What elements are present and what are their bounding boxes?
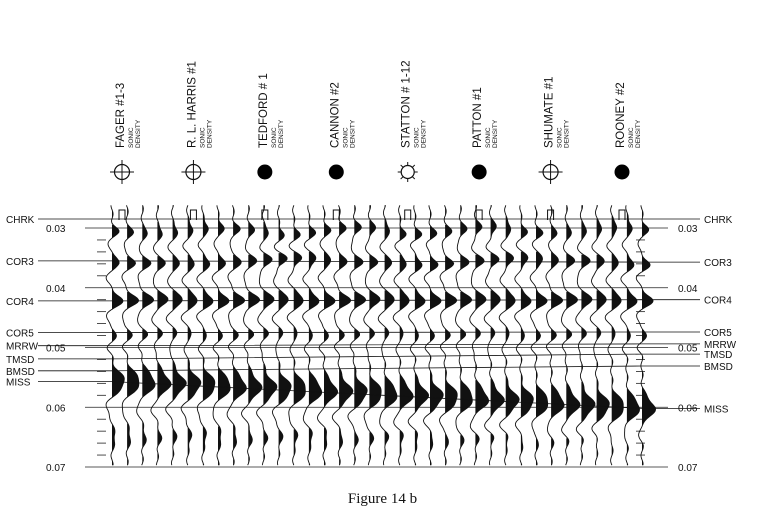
trace-fill (203, 213, 215, 465)
gas-show-ray (412, 177, 414, 179)
trace-fill (536, 211, 548, 465)
trace-fill (339, 208, 353, 465)
trace-fill (612, 216, 624, 456)
horizon-label-right: TMSD (704, 350, 733, 362)
time-label-right: 0.04 (678, 283, 698, 295)
well-log-density: DENSITY (206, 119, 214, 148)
horizon-label-left: COR4 (6, 296, 34, 308)
well-log-sonic: SONIC (485, 127, 493, 148)
time-label-right: 0.03 (678, 224, 698, 235)
trace-fill (430, 211, 443, 465)
well-header (472, 87, 500, 220)
well-header (398, 60, 428, 220)
well-name: SHUMATE #1 (543, 76, 556, 148)
time-label-right: 0.07 (678, 463, 698, 474)
seismic-trace (408, 205, 428, 465)
time-label-left: 0.05 (46, 343, 66, 355)
well-name: FAGER #1-3 (115, 82, 127, 148)
well-log-density: DENSITY (277, 119, 285, 148)
oil-well-icon (472, 165, 487, 180)
time-label-left: 0.03 (46, 224, 66, 235)
horizon-label-left: COR3 (6, 256, 34, 268)
horizon-label-left: BMSD (6, 366, 35, 378)
horizon-label-right: MRRW (704, 339, 737, 351)
well-stem-marker (119, 210, 125, 220)
trace-fill (354, 205, 367, 463)
well-log-sonic: SONIC (128, 127, 135, 148)
well-name: CANNON #2 (329, 82, 342, 148)
gas-show-ray (401, 177, 403, 179)
trace-fill (188, 216, 201, 456)
horizon-label-left: COR5 (6, 328, 34, 340)
well-log-density: DENSITY (492, 119, 500, 148)
well-log-density: DENSITY (635, 119, 642, 148)
well-log-sonic: SONIC (556, 127, 564, 148)
well-log-density: DENSITY (135, 119, 142, 148)
well-header (257, 73, 285, 220)
time-label-right: 0.06 (678, 403, 698, 415)
trace-fill (142, 205, 155, 463)
well-name: TEDFORD # 1 (257, 73, 270, 148)
trace-fill (521, 213, 533, 465)
well-headers (110, 60, 642, 220)
horizon-label-right: COR4 (704, 295, 732, 307)
seismic-traces (106, 205, 655, 465)
horizon-line (38, 354, 700, 359)
trace-fill (445, 208, 457, 465)
horizon-label-left: MRRW (6, 341, 39, 353)
well-stem-marker (619, 210, 625, 220)
horizon-label-right: COR3 (704, 258, 732, 270)
well-log-sonic: SONIC (413, 127, 421, 148)
horizon-label-left: MISS (6, 377, 31, 389)
gas-show-ray (401, 165, 403, 167)
oil-well-icon (329, 165, 344, 180)
horizon-label-right: BMSD (704, 362, 733, 374)
well-log-sonic: SONIC (342, 127, 350, 148)
gas-show-icon (401, 166, 414, 179)
trace-fill (263, 205, 276, 460)
well-header (181, 61, 213, 220)
trace-fill (566, 205, 580, 463)
time-label-left: 0.04 (46, 283, 66, 295)
well-header (329, 82, 357, 220)
well-log-density: DENSITY (563, 119, 571, 148)
well-log-sonic: SONIC (270, 127, 278, 148)
trace-fill (642, 211, 656, 465)
well-log-sonic: SONIC (199, 127, 207, 148)
trace-fill (248, 205, 262, 463)
well-name: PATTON #1 (472, 87, 485, 148)
time-label-left: 0.07 (46, 463, 66, 474)
oil-well-icon (257, 165, 272, 180)
well-stem-marker (190, 210, 196, 220)
seismic-trace (515, 205, 534, 465)
well-name: STATTON # 1-12 (400, 60, 413, 148)
well-name: ROONEY #2 (615, 82, 627, 148)
well-log-sonic: SONIC (628, 127, 635, 148)
well-header (110, 83, 142, 220)
well-header (615, 82, 643, 220)
seismic-trace (393, 205, 413, 465)
horizon-label-right: MISS (704, 404, 729, 416)
horizon-label-right: COR5 (704, 327, 732, 339)
well-log-density: DENSITY (349, 119, 357, 148)
horizon-label-right: CHRK (704, 215, 733, 227)
trace-fill (324, 211, 338, 465)
seismic-trace (590, 205, 609, 465)
horizon-line (38, 344, 700, 346)
well-name: R. L. HARRIS #1 (186, 61, 199, 148)
well-log-density: DENSITY (420, 119, 428, 148)
gas-show-ray (412, 165, 414, 167)
trace-fill (475, 205, 488, 460)
well-stem-marker (405, 210, 411, 220)
horizon-line (38, 366, 700, 371)
trace-fill (400, 216, 413, 456)
horizon-label-left: CHRK (6, 215, 35, 227)
well-header (539, 77, 571, 220)
oil-well-icon (615, 165, 630, 180)
well-stem-marker (476, 210, 482, 220)
seismic-trace (272, 205, 291, 465)
time-label-left: 0.06 (46, 403, 66, 415)
time-label-right: 0.05 (678, 343, 698, 355)
seismic-trace (303, 205, 322, 465)
trace-fill (627, 213, 640, 465)
figure-caption: Figure 14 b (347, 491, 418, 507)
horizon-label-left: TMSD (6, 354, 35, 366)
